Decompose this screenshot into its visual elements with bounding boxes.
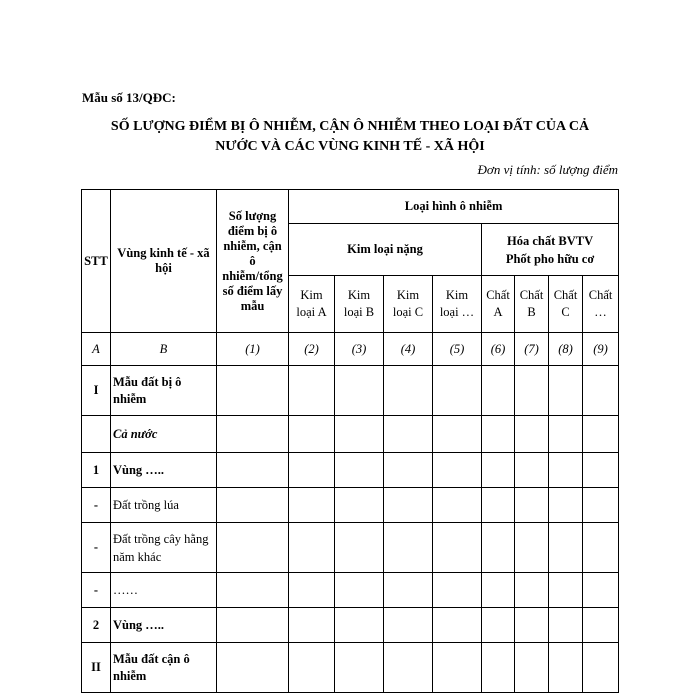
document-title-line-2: NƯỚC VÀ CÁC VÙNG KINH TẾ - XÃ HỘI bbox=[215, 139, 485, 154]
data-cell bbox=[217, 366, 289, 416]
data-cell bbox=[335, 573, 384, 608]
table-row bbox=[82, 573, 619, 608]
row-stt: - bbox=[82, 523, 111, 573]
data-cell bbox=[482, 453, 515, 488]
data-cell bbox=[289, 453, 335, 488]
data-cell bbox=[482, 523, 515, 573]
data-cell bbox=[549, 643, 583, 693]
header-metal-b: Kim loại B bbox=[335, 276, 384, 333]
data-cell bbox=[433, 366, 482, 416]
data-cell bbox=[335, 366, 384, 416]
data-cell bbox=[289, 608, 335, 643]
data-cell bbox=[433, 643, 482, 693]
data-cell bbox=[515, 488, 549, 523]
data-cell bbox=[549, 416, 583, 453]
header-count: Số lượng điểm bị ô nhiễm, cận ô nhiễm/tổng số điểm lấy mẫu bbox=[217, 190, 289, 333]
form-code: Mẫu số 13/QĐC: bbox=[82, 90, 176, 105]
row-label: …… bbox=[111, 573, 217, 608]
data-cell bbox=[515, 573, 549, 608]
header-chem-b: Chất B bbox=[515, 276, 549, 333]
data-cell bbox=[549, 488, 583, 523]
data-cell bbox=[289, 573, 335, 608]
data-cell bbox=[384, 366, 433, 416]
data-cell bbox=[335, 488, 384, 523]
row-label: Vùng ….. bbox=[111, 453, 217, 488]
data-cell bbox=[433, 453, 482, 488]
data-cell bbox=[217, 416, 289, 453]
data-cell bbox=[583, 523, 619, 573]
data-cell bbox=[217, 488, 289, 523]
data-cell bbox=[482, 573, 515, 608]
data-cell bbox=[433, 488, 482, 523]
index-row bbox=[82, 333, 619, 366]
header-chemicals-line-2: Phốt pho hữu cơ bbox=[505, 251, 595, 266]
index-cell: (3) bbox=[335, 333, 384, 366]
header-region: Vùng kinh tế - xã hội bbox=[111, 190, 217, 333]
data-cell bbox=[583, 643, 619, 693]
data-cell bbox=[515, 608, 549, 643]
row-label: Mẫu đất bị ô nhiễm bbox=[111, 366, 217, 416]
header-chemicals bbox=[482, 224, 619, 276]
header-chemicals-line-1: Hóa chất BVTV bbox=[506, 233, 594, 248]
data-cell bbox=[289, 366, 335, 416]
data-cell bbox=[515, 416, 549, 453]
index-cell: (7) bbox=[515, 333, 549, 366]
row-stt: 1 bbox=[82, 453, 111, 488]
header-stt: STT bbox=[82, 190, 111, 333]
table-row bbox=[82, 366, 619, 416]
data-cell bbox=[515, 643, 549, 693]
data-cell bbox=[335, 523, 384, 573]
row-stt bbox=[82, 416, 111, 453]
data-cell bbox=[482, 488, 515, 523]
data-cell bbox=[217, 573, 289, 608]
table-row bbox=[82, 453, 619, 488]
data-cell bbox=[433, 523, 482, 573]
data-cell bbox=[482, 416, 515, 453]
row-stt: I bbox=[82, 366, 111, 416]
table-row bbox=[82, 608, 619, 643]
data-cell bbox=[482, 366, 515, 416]
data-cell bbox=[335, 608, 384, 643]
index-cell: (2) bbox=[289, 333, 335, 366]
data-cell bbox=[217, 453, 289, 488]
index-cell: (9) bbox=[583, 333, 619, 366]
row-label: Vùng ….. bbox=[111, 608, 217, 643]
data-cell bbox=[583, 453, 619, 488]
index-cell: (6) bbox=[482, 333, 515, 366]
data-cell bbox=[549, 573, 583, 608]
data-cell bbox=[384, 608, 433, 643]
data-cell bbox=[583, 573, 619, 608]
data-cell bbox=[549, 366, 583, 416]
header-metal-c: Kim loại C bbox=[384, 276, 433, 333]
header-heavy-metals: Kim loại nặng bbox=[289, 224, 482, 276]
data-cell bbox=[384, 416, 433, 453]
data-cell bbox=[549, 523, 583, 573]
row-label: Cả nước bbox=[111, 416, 217, 453]
data-cell bbox=[384, 453, 433, 488]
pollution-report-table bbox=[81, 189, 619, 693]
data-cell bbox=[433, 416, 482, 453]
table-row bbox=[82, 488, 619, 523]
document-title-line-1: SỐ LƯỢNG ĐIỂM BỊ Ô NHIỄM, CẬN Ô NHIỄM THEO LOẠI ĐẤT CỦA CẢ bbox=[110, 119, 590, 134]
header-chem-a: Chất A bbox=[482, 276, 515, 333]
header-metal-a: Kim loại A bbox=[289, 276, 335, 333]
table-row bbox=[82, 523, 619, 573]
data-cell bbox=[384, 573, 433, 608]
data-cell bbox=[384, 643, 433, 693]
row-stt: - bbox=[82, 573, 111, 608]
header-metal-other: Kim loại … bbox=[433, 276, 482, 333]
data-cell bbox=[515, 453, 549, 488]
data-cell bbox=[335, 416, 384, 453]
data-cell bbox=[583, 416, 619, 453]
data-cell bbox=[433, 573, 482, 608]
index-cell: B bbox=[111, 333, 217, 366]
index-cell: (1) bbox=[217, 333, 289, 366]
data-cell bbox=[515, 366, 549, 416]
data-cell bbox=[549, 453, 583, 488]
data-cell bbox=[433, 608, 482, 643]
header-pollution-type: Loại hình ô nhiễm bbox=[289, 190, 619, 224]
row-stt: - bbox=[82, 488, 111, 523]
row-label: Đất trồng lúa bbox=[111, 488, 217, 523]
data-cell bbox=[217, 643, 289, 693]
data-cell bbox=[482, 608, 515, 643]
data-cell bbox=[335, 643, 384, 693]
header-chem-c: Chất C bbox=[549, 276, 583, 333]
index-cell: (5) bbox=[433, 333, 482, 366]
data-cell bbox=[482, 643, 515, 693]
data-cell bbox=[583, 608, 619, 643]
row-stt: II bbox=[82, 643, 111, 693]
data-cell bbox=[583, 366, 619, 416]
data-cell bbox=[515, 523, 549, 573]
data-cell bbox=[549, 608, 583, 643]
data-cell bbox=[289, 488, 335, 523]
data-cell bbox=[289, 643, 335, 693]
row-label: Mẫu đất cận ô nhiễm bbox=[111, 643, 217, 693]
header-chem-other: Chất … bbox=[583, 276, 619, 333]
data-cell bbox=[384, 488, 433, 523]
row-stt: 2 bbox=[82, 608, 111, 643]
data-cell bbox=[217, 608, 289, 643]
data-cell bbox=[384, 523, 433, 573]
row-label: Đất trồng cây hằng năm khác bbox=[111, 523, 217, 573]
data-cell bbox=[583, 488, 619, 523]
data-cell bbox=[335, 453, 384, 488]
index-cell: A bbox=[82, 333, 111, 366]
document-title bbox=[80, 117, 620, 157]
table-row bbox=[82, 416, 619, 453]
table-row bbox=[82, 643, 619, 693]
data-cell bbox=[217, 523, 289, 573]
data-cell bbox=[289, 416, 335, 453]
data-cell bbox=[289, 523, 335, 573]
unit-note: Đơn vị tính: số lượng điểm bbox=[477, 162, 618, 177]
index-cell: (8) bbox=[549, 333, 583, 366]
index-cell: (4) bbox=[384, 333, 433, 366]
